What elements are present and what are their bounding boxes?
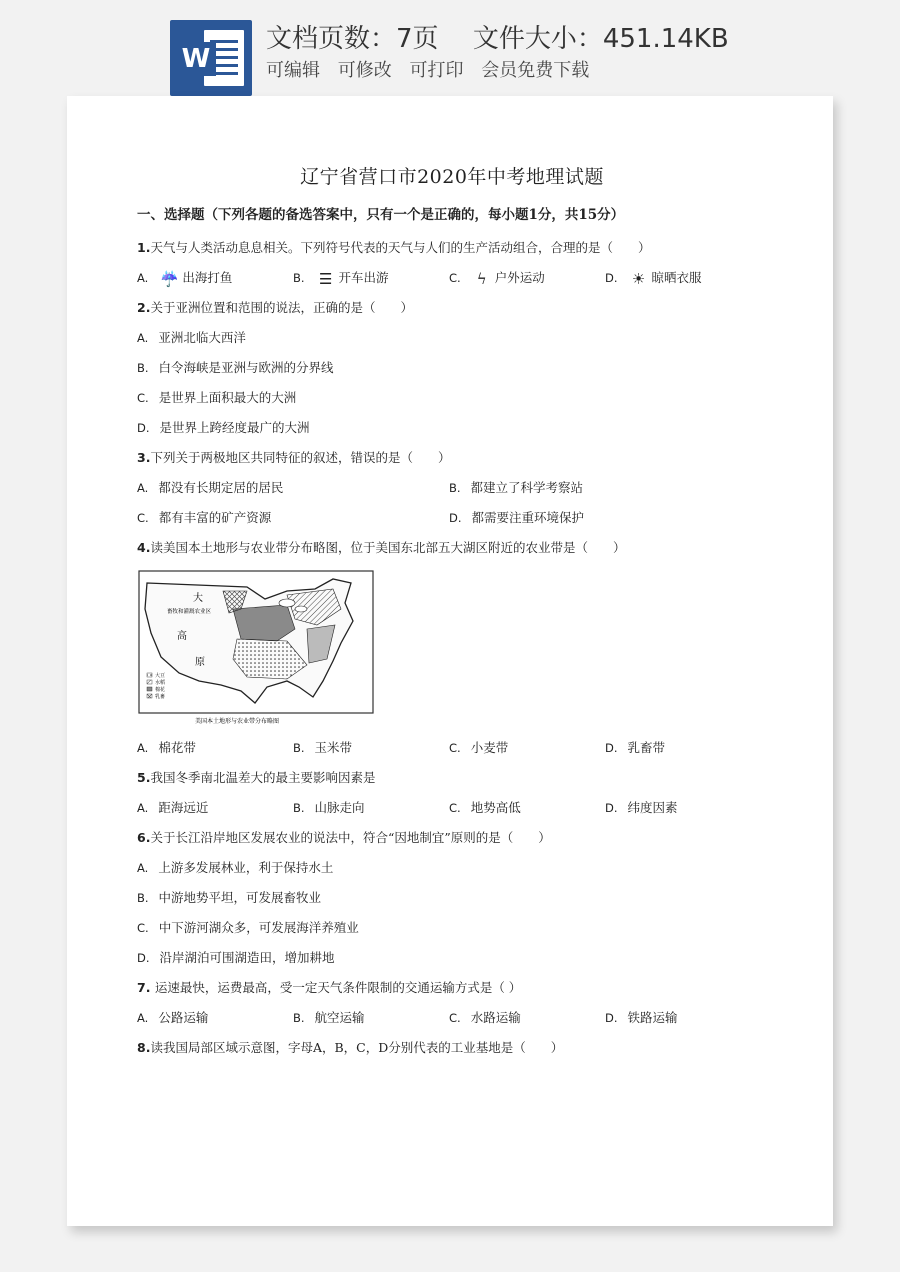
option-label: A.: [137, 861, 149, 875]
option-text: 出海打鱼: [182, 270, 233, 285]
option-label: A.: [137, 741, 149, 755]
option-text: 铁路运输: [627, 1010, 678, 1025]
legend-item: 棉花: [155, 687, 166, 693]
option-d: [137, 413, 767, 443]
question-5-options: [137, 793, 767, 823]
feature-editable: 可编辑: [266, 60, 320, 81]
page-title: 辽宁省营口市2020年中考地理试题: [300, 166, 604, 188]
question-text: 关于亚洲位置和范围的说法，正确的是（ ）: [150, 300, 413, 315]
option-b: [137, 883, 767, 913]
question-text: 读美国本土地形与农业带分布略图，位于美国东北部五大湖区附近的农业带是（ ）: [150, 540, 626, 555]
option-label: B.: [293, 271, 305, 285]
option-c: [137, 913, 767, 943]
question-7: [137, 973, 767, 1003]
question-8: [137, 1033, 767, 1063]
option-label: D.: [137, 421, 150, 435]
usa-agriculture-map: [137, 569, 377, 729]
option-label: B.: [449, 481, 461, 495]
question-number: 1.: [137, 240, 151, 255]
map-label-yuan: 原: [195, 657, 205, 668]
document-page: [67, 96, 833, 1226]
option-label: B.: [293, 741, 305, 755]
word-letter: W: [176, 42, 216, 76]
question-1-options: [137, 263, 767, 293]
sun-icon: ☀: [631, 269, 646, 288]
section-heading: 一、选择题（下列各题的备选答案中，只有一个是正确的，每小题1分，共15分）: [137, 207, 625, 223]
option-label: B.: [137, 891, 149, 905]
question-3-options-row-2: [137, 503, 767, 533]
question-number: 7.: [137, 980, 155, 995]
option-text: 是世界上跨经度最广的大洲: [159, 420, 310, 435]
option-text: 水路运输: [470, 1010, 521, 1025]
great-lakes: [295, 606, 307, 612]
option-text: 白令海峡是亚洲与欧洲的分界线: [158, 360, 334, 375]
word-doc-icon: [170, 20, 252, 96]
option-label: D.: [605, 271, 618, 285]
question-4-options: [137, 733, 767, 763]
option-label: C.: [449, 1011, 461, 1025]
option-text: 玉米带: [314, 740, 353, 755]
option-b: [293, 1003, 365, 1033]
option-label: D.: [137, 951, 150, 965]
option-text: 都没有长期定居的居民: [158, 480, 284, 495]
document-content: [137, 162, 767, 1063]
question-text: 运速最快，运费最高，受一定天气条件限制的交通运输方式是（ ）: [154, 980, 522, 995]
option-a: [137, 853, 767, 883]
option-c: [137, 383, 767, 413]
map-label-ranching: 畜牧和灌溉农业区: [167, 609, 212, 615]
option-label: D.: [605, 801, 618, 815]
option-label: B.: [137, 361, 149, 375]
option-c: [449, 1003, 521, 1033]
option-label: B.: [293, 801, 305, 815]
option-d: [605, 733, 665, 763]
doc-stats: [266, 18, 755, 55]
option-label: A.: [137, 1011, 149, 1025]
question-4: [137, 533, 767, 563]
option-a: [137, 1003, 208, 1033]
option-b: [449, 473, 583, 503]
option-d: [449, 503, 584, 533]
option-label: A.: [137, 801, 149, 815]
option-b: [293, 733, 352, 763]
option-b: [137, 353, 767, 383]
option-text: 航空运输: [314, 1010, 365, 1025]
option-d: [137, 943, 767, 973]
option-text: 上游多发展林业，利于保持水土: [158, 860, 334, 875]
great-lakes: [279, 599, 295, 607]
question-text: 下列关于两极地区共同特征的叙述，错误的是（ ）: [150, 450, 451, 465]
question-text: 天气与人类活动息息相关。下列符号代表的天气与人们的生产活动组合，合理的是（ ）: [150, 240, 651, 255]
feature-member-download: 会员免费下载: [481, 60, 590, 81]
lightning-icon: ϟ: [476, 269, 487, 288]
option-b: [293, 793, 365, 823]
option-text: 纬度因素: [627, 800, 678, 815]
rain-cloud-icon: ☔: [159, 269, 179, 288]
question-2: [137, 293, 767, 323]
option-text: 开车出游: [338, 270, 389, 285]
question-text: 我国冬季南北温差大的最主要影响因素是: [150, 770, 376, 785]
option-label: D.: [449, 511, 462, 525]
question-number: 5.: [137, 770, 151, 785]
question-3: [137, 443, 767, 473]
question-text: 关于长江沿岸地区发展农业的说法中，符合“因地制宜”原则的是（ ）: [150, 830, 551, 845]
option-a: [137, 793, 208, 823]
option-a: [137, 263, 232, 294]
question-number: 8.: [137, 1040, 151, 1055]
feature-modifiable: 可修改: [337, 60, 392, 81]
question-number: 2.: [137, 300, 151, 315]
option-text: 都需要注重环境保护: [471, 510, 585, 525]
option-text: 地势高低: [470, 800, 521, 815]
option-text: 亚洲北临大西洋: [158, 330, 246, 345]
legend-item: 大豆: [155, 673, 166, 679]
option-label: C.: [449, 271, 461, 285]
question-1: [137, 233, 767, 263]
option-d: [605, 793, 678, 823]
option-b: [293, 263, 389, 294]
option-label: D.: [605, 1011, 618, 1025]
option-a: [137, 473, 283, 503]
option-text: 是世界上面积最大的大洲: [158, 390, 297, 405]
document-info-banner: [0, 0, 900, 100]
question-7-options: [137, 1003, 767, 1033]
question-number: 6.: [137, 830, 151, 845]
option-text: 中下游河湖众多，可发展海洋养殖业: [158, 920, 359, 935]
option-text: 距海远近: [158, 800, 209, 815]
question-3-options-row-1: [137, 473, 767, 503]
option-d: [605, 1003, 678, 1033]
option-label: A.: [137, 331, 149, 345]
option-c: [137, 503, 271, 533]
option-a: [137, 733, 196, 763]
option-c: [449, 733, 508, 763]
doc-features: [266, 56, 601, 82]
option-text: 山脉走向: [314, 800, 365, 815]
page-count: 文档页数：7页: [266, 24, 439, 54]
option-text: 沿岸湖泊可围湖造田，增加耕地: [159, 950, 335, 965]
option-label: C.: [137, 921, 149, 935]
feature-printable: 可打印: [409, 60, 464, 81]
option-label: C.: [137, 511, 149, 525]
option-label: B.: [293, 1011, 305, 1025]
option-c: [449, 263, 545, 294]
option-text: 户外运动: [494, 270, 545, 285]
question-6: [137, 823, 767, 853]
map-caption: 美国本土地形与农业带分布略图: [195, 718, 280, 725]
option-label: C.: [449, 741, 461, 755]
option-label: C.: [137, 391, 149, 405]
option-text: 晾晒衣服: [651, 270, 702, 285]
question-5: [137, 763, 767, 793]
option-label: A.: [137, 481, 149, 495]
option-text: 棉花带: [158, 740, 196, 755]
question-text: 读我国局部区域示意图，字母A，B，C，D分别代表的工业基地是（ ）: [150, 1040, 564, 1055]
option-d: [605, 263, 702, 294]
option-text: 小麦带: [470, 740, 509, 755]
map-label-gao: 高: [177, 631, 187, 642]
fog-icon: ☰: [318, 269, 333, 288]
option-label: C.: [449, 801, 461, 815]
legend-item: 乳畜: [155, 694, 166, 700]
option-label: D.: [605, 741, 618, 755]
file-size: 文件大小：451.14KB: [472, 24, 729, 54]
option-text: 都建立了科学考察站: [470, 480, 584, 495]
option-label: A.: [137, 271, 149, 285]
option-text: 公路运输: [158, 1010, 209, 1025]
option-text: 乳畜带: [627, 740, 666, 755]
option-a: [137, 323, 767, 353]
option-text: 中游地势平坦，可发展畜牧业: [158, 890, 322, 905]
option-c: [449, 793, 521, 823]
question-number: 3.: [137, 450, 151, 465]
usa-map-figure: [137, 569, 377, 729]
question-number: 4.: [137, 540, 151, 555]
option-text: 都有丰富的矿产资源: [158, 510, 272, 525]
map-label-da: 大: [193, 593, 203, 604]
legend-item: 水稻: [155, 680, 166, 686]
